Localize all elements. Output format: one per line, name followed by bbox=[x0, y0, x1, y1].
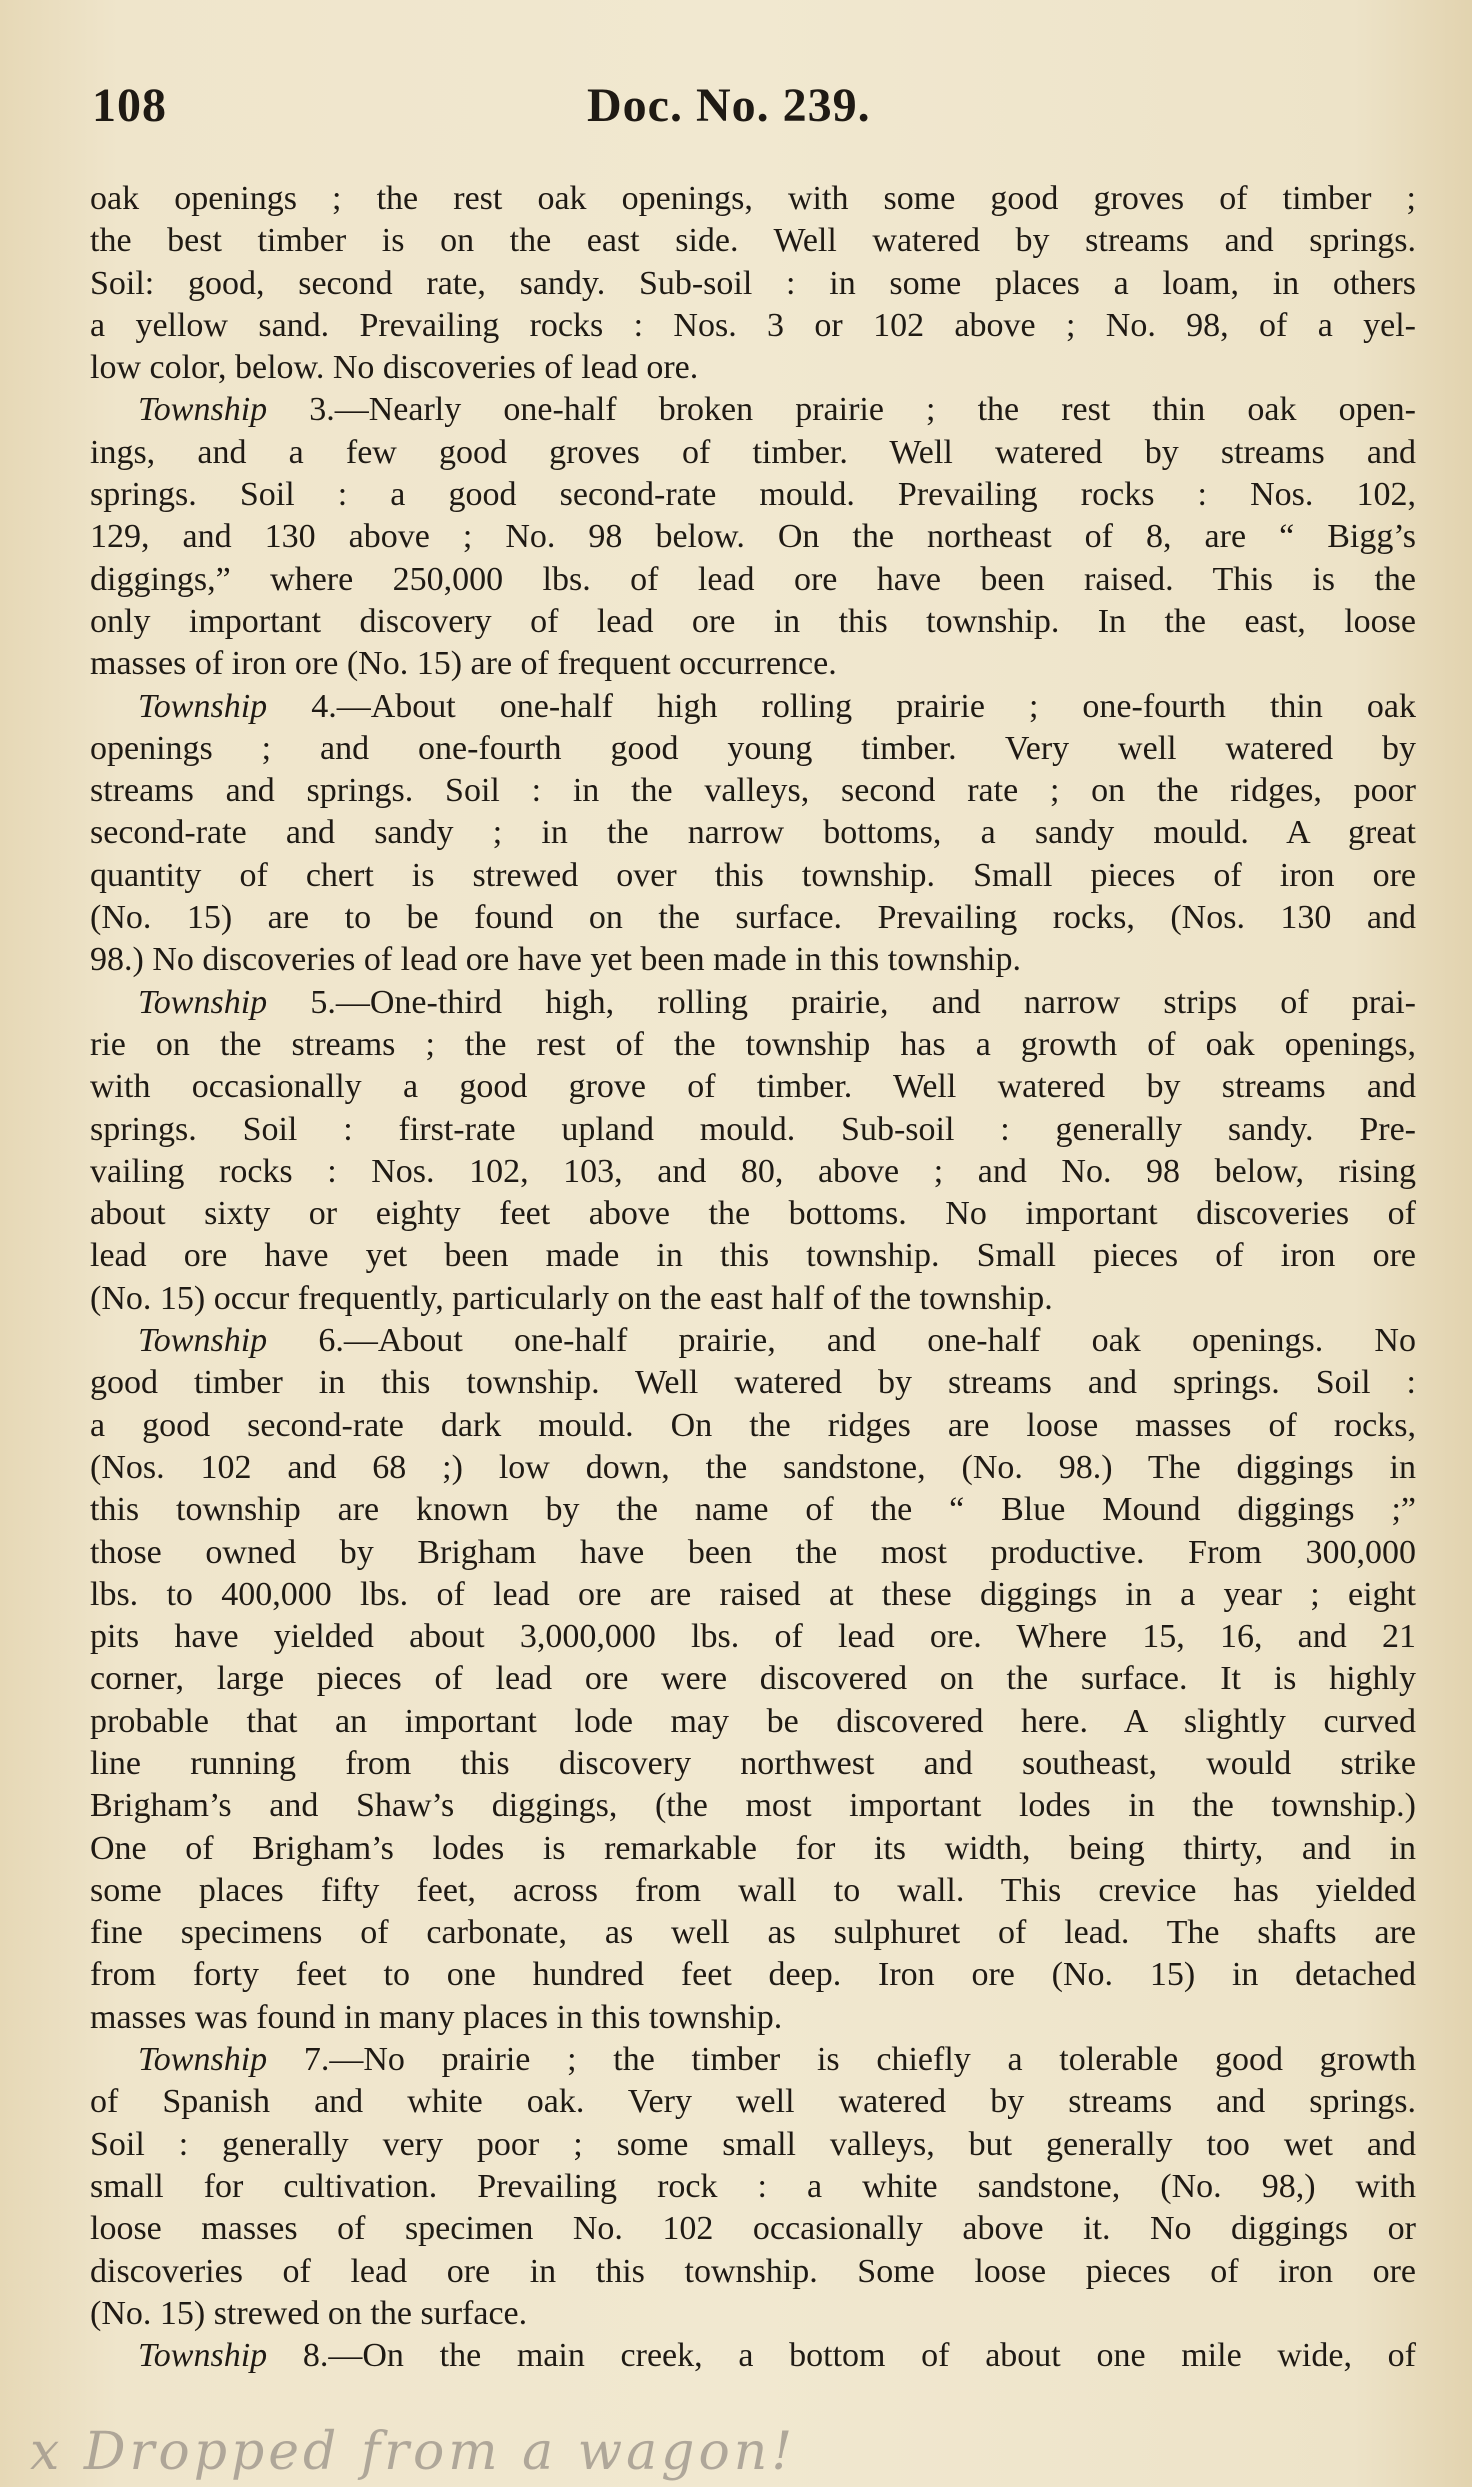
line-text: streams and springs. Soil : in the valleys, second rate ; on the ridges, poor bbox=[90, 772, 1416, 810]
text-line bbox=[90, 1912, 1416, 1954]
line-text: those owned by Brigham have been the most productive. From 300,000 bbox=[90, 1533, 1416, 1571]
line-text: 4.—About one-half high rolling prairie ; one-fourth thin oak bbox=[267, 687, 1416, 725]
line-text: quantity of chert is strewed over this township. Small pieces of iron ore bbox=[90, 856, 1416, 894]
text-line bbox=[90, 1532, 1416, 1574]
text-line bbox=[90, 516, 1416, 558]
text-line bbox=[90, 1405, 1416, 1447]
text-line bbox=[90, 1235, 1416, 1277]
text-line bbox=[90, 1320, 1416, 1362]
line-text: pits have yielded about 3,000,000 lbs. of lead ore. Where 15, 16, and 21 bbox=[90, 1618, 1416, 1656]
text-line bbox=[90, 1447, 1416, 1489]
line-text: springs. Soil : a good second-rate mould. Prevailing rocks : Nos. 102, bbox=[90, 476, 1416, 514]
text-line bbox=[90, 1362, 1416, 1404]
text-line bbox=[90, 1489, 1416, 1531]
text-line bbox=[90, 1574, 1416, 1616]
line-text: loose masses of specimen No. 102 occasionally above it. No diggings or bbox=[90, 2210, 1416, 2248]
text-line bbox=[90, 855, 1416, 897]
text-line bbox=[90, 1954, 1416, 1996]
line-text: about sixty or eighty feet above the bottoms. No important discoveries of bbox=[90, 1195, 1416, 1233]
text-line bbox=[90, 770, 1416, 812]
text-line bbox=[90, 389, 1416, 431]
text-line bbox=[90, 728, 1416, 770]
body-text bbox=[90, 178, 1416, 2377]
line-text: Soil : generally very poor ; some small valleys, but generally too wet and bbox=[90, 2125, 1416, 2163]
text-line bbox=[90, 812, 1416, 854]
text-line bbox=[90, 939, 1416, 981]
text-line bbox=[90, 2039, 1416, 2081]
line-text: Brigham’s and Shaw’s diggings, (the most important lodes in the township.) bbox=[90, 1787, 1416, 1825]
text-line bbox=[90, 2081, 1416, 2123]
line-text: 5.—One-third high, rolling prairie, and narrow strips of prai- bbox=[267, 983, 1416, 1021]
page-header bbox=[92, 78, 1418, 148]
text-line bbox=[90, 1109, 1416, 1151]
document-title: Doc. No. 239. bbox=[587, 79, 871, 132]
township-label: Township bbox=[138, 2337, 268, 2375]
text-line bbox=[90, 220, 1416, 262]
line-text: (No. 15) occur frequently, particularly on the east half of the township. bbox=[90, 1279, 1053, 1317]
line-text: (No. 15) are to be found on the surface. Prevailing rocks, (Nos. 130 and bbox=[90, 899, 1416, 937]
text-line bbox=[90, 686, 1416, 728]
line-text: diggings,” where 250,000 lbs. of lead ore have been raised. This is the bbox=[90, 560, 1416, 598]
line-text: (No. 15) strewed on the surface. bbox=[90, 2294, 528, 2332]
text-line bbox=[90, 559, 1416, 601]
text-line bbox=[90, 2124, 1416, 2166]
line-text: probable that an important lode may be discovered here. A slightly curved bbox=[90, 1702, 1416, 1740]
line-text: line running from this discovery northwest and southeast, would strike bbox=[90, 1744, 1416, 1782]
text-line bbox=[90, 178, 1416, 220]
text-line bbox=[90, 1024, 1416, 1066]
text-line bbox=[90, 1066, 1416, 1108]
text-line bbox=[90, 2208, 1416, 2250]
text-line bbox=[90, 263, 1416, 305]
text-line bbox=[90, 1658, 1416, 1700]
line-text: of Spanish and white oak. Very well watered by streams and springs. bbox=[90, 2083, 1416, 2121]
text-line bbox=[90, 2251, 1416, 2293]
line-text: second-rate and sandy ; in the narrow bottoms, a sandy mould. A great bbox=[90, 814, 1416, 852]
line-text: ings, and a few good groves of timber. Well watered by streams and bbox=[90, 433, 1416, 471]
line-text: with occasionally a good grove of timber. Well watered by streams and bbox=[90, 1068, 1416, 1106]
text-line bbox=[90, 1997, 1416, 2039]
text-line bbox=[90, 305, 1416, 347]
text-line bbox=[90, 347, 1416, 389]
line-text: Soil: good, second rate, sandy. Sub-soil : in some places a loam, in others bbox=[90, 264, 1416, 302]
township-label: Township bbox=[138, 1322, 268, 1360]
line-text: discoveries of lead ore in this township. Some loose pieces of iron ore bbox=[90, 2252, 1416, 2290]
text-line bbox=[90, 1743, 1416, 1785]
line-text: 6.—About one-half prairie, and one-half oak openings. No bbox=[267, 1322, 1416, 1360]
text-line bbox=[90, 982, 1416, 1024]
line-text: a good second-rate dark mould. On the ridges are loose masses of rocks, bbox=[90, 1406, 1416, 1444]
text-line bbox=[90, 2293, 1416, 2335]
line-text: 3.—Nearly one-half broken prairie ; the rest thin oak open- bbox=[267, 391, 1416, 429]
line-text: masses was found in many places in this township. bbox=[90, 1998, 783, 2036]
line-text: One of Brigham’s lodes is remarkable for its width, being thirty, and in bbox=[90, 1829, 1416, 1867]
line-text: 8.—On the main creek, a bottom of about one mile wide, of bbox=[267, 2337, 1416, 2375]
township-label: Township bbox=[138, 687, 268, 725]
line-text: a yellow sand. Prevailing rocks : Nos. 3 or 102 above ; No. 98, of a yel- bbox=[90, 306, 1416, 344]
line-text: good timber in this township. Well watered by streams and springs. Soil : bbox=[90, 1364, 1416, 1402]
text-line bbox=[90, 643, 1416, 685]
line-text: 129, and 130 above ; No. 98 below. On the northeast of 8, are “ Bigg’s bbox=[90, 518, 1416, 556]
text-line bbox=[90, 1870, 1416, 1912]
township-label: Township bbox=[138, 391, 268, 429]
line-text: (Nos. 102 and 68 ;) low down, the sandstone, (No. 98.) The diggings in bbox=[90, 1448, 1416, 1486]
line-text: the best timber is on the east side. Well watered by streams and springs. bbox=[90, 222, 1416, 260]
line-text: lbs. to 400,000 lbs. of lead ore are raised at these diggings in a year ; eight bbox=[90, 1575, 1416, 1613]
text-line bbox=[90, 1616, 1416, 1658]
line-text: this township are known by the name of the “ Blue Mound diggings ;” bbox=[90, 1491, 1416, 1529]
line-text: fine specimens of carbonate, as well as sulphuret of lead. The shafts are bbox=[90, 1914, 1416, 1952]
line-text: some places fifty feet, across from wall to wall. This crevice has yielded bbox=[90, 1871, 1416, 1909]
line-text: only important discovery of lead ore in this township. In the east, loose bbox=[90, 602, 1416, 640]
line-text: springs. Soil : first-rate upland mould. Sub-soil : generally sandy. Pre- bbox=[90, 1110, 1416, 1148]
line-text: from forty feet to one hundred feet deep. Iron ore (No. 15) in detached bbox=[90, 1956, 1416, 1994]
line-text: masses of iron ore (No. 15) are of frequent occurrence. bbox=[90, 645, 837, 683]
township-label: Township bbox=[138, 983, 268, 1021]
line-text: openings ; and one-fourth good young timber. Very well watered by bbox=[90, 729, 1416, 767]
text-line bbox=[90, 1151, 1416, 1193]
line-text: rie on the streams ; the rest of the township has a growth of oak openings, bbox=[90, 1025, 1416, 1063]
township-label: Township bbox=[138, 2041, 268, 2079]
line-text: small for cultivation. Prevailing rock : a white sandstone, (No. 98,) with bbox=[90, 2167, 1416, 2205]
text-line bbox=[90, 1278, 1416, 1320]
text-line bbox=[90, 897, 1416, 939]
line-text: 98.) No discoveries of lead ore have yet been made in this township. bbox=[90, 941, 1021, 979]
text-line bbox=[90, 1701, 1416, 1743]
text-line bbox=[90, 474, 1416, 516]
text-line bbox=[90, 1828, 1416, 1870]
line-text: corner, large pieces of lead ore were discovered on the surface. It is highly bbox=[90, 1660, 1416, 1698]
handwritten-note: x Dropped from a wagon! bbox=[30, 2422, 797, 2482]
text-line bbox=[90, 2166, 1416, 2208]
page-number: 108 bbox=[92, 79, 167, 132]
line-text: low color, below. No discoveries of lead ore. bbox=[90, 349, 699, 387]
line-text: vailing rocks : Nos. 102, 103, and 80, above ; and No. 98 below, rising bbox=[90, 1152, 1416, 1190]
line-text: oak openings ; the rest oak openings, with some good groves of timber ; bbox=[90, 180, 1416, 217]
text-line bbox=[90, 601, 1416, 643]
line-text: 7.—No prairie ; the timber is chiefly a tolerable good growth bbox=[267, 2041, 1416, 2079]
text-line bbox=[90, 1785, 1416, 1827]
text-line bbox=[90, 2335, 1416, 2377]
text-line bbox=[90, 432, 1416, 474]
line-text: lead ore have yet been made in this township. Small pieces of iron ore bbox=[90, 1237, 1416, 1275]
text-line bbox=[90, 1193, 1416, 1235]
